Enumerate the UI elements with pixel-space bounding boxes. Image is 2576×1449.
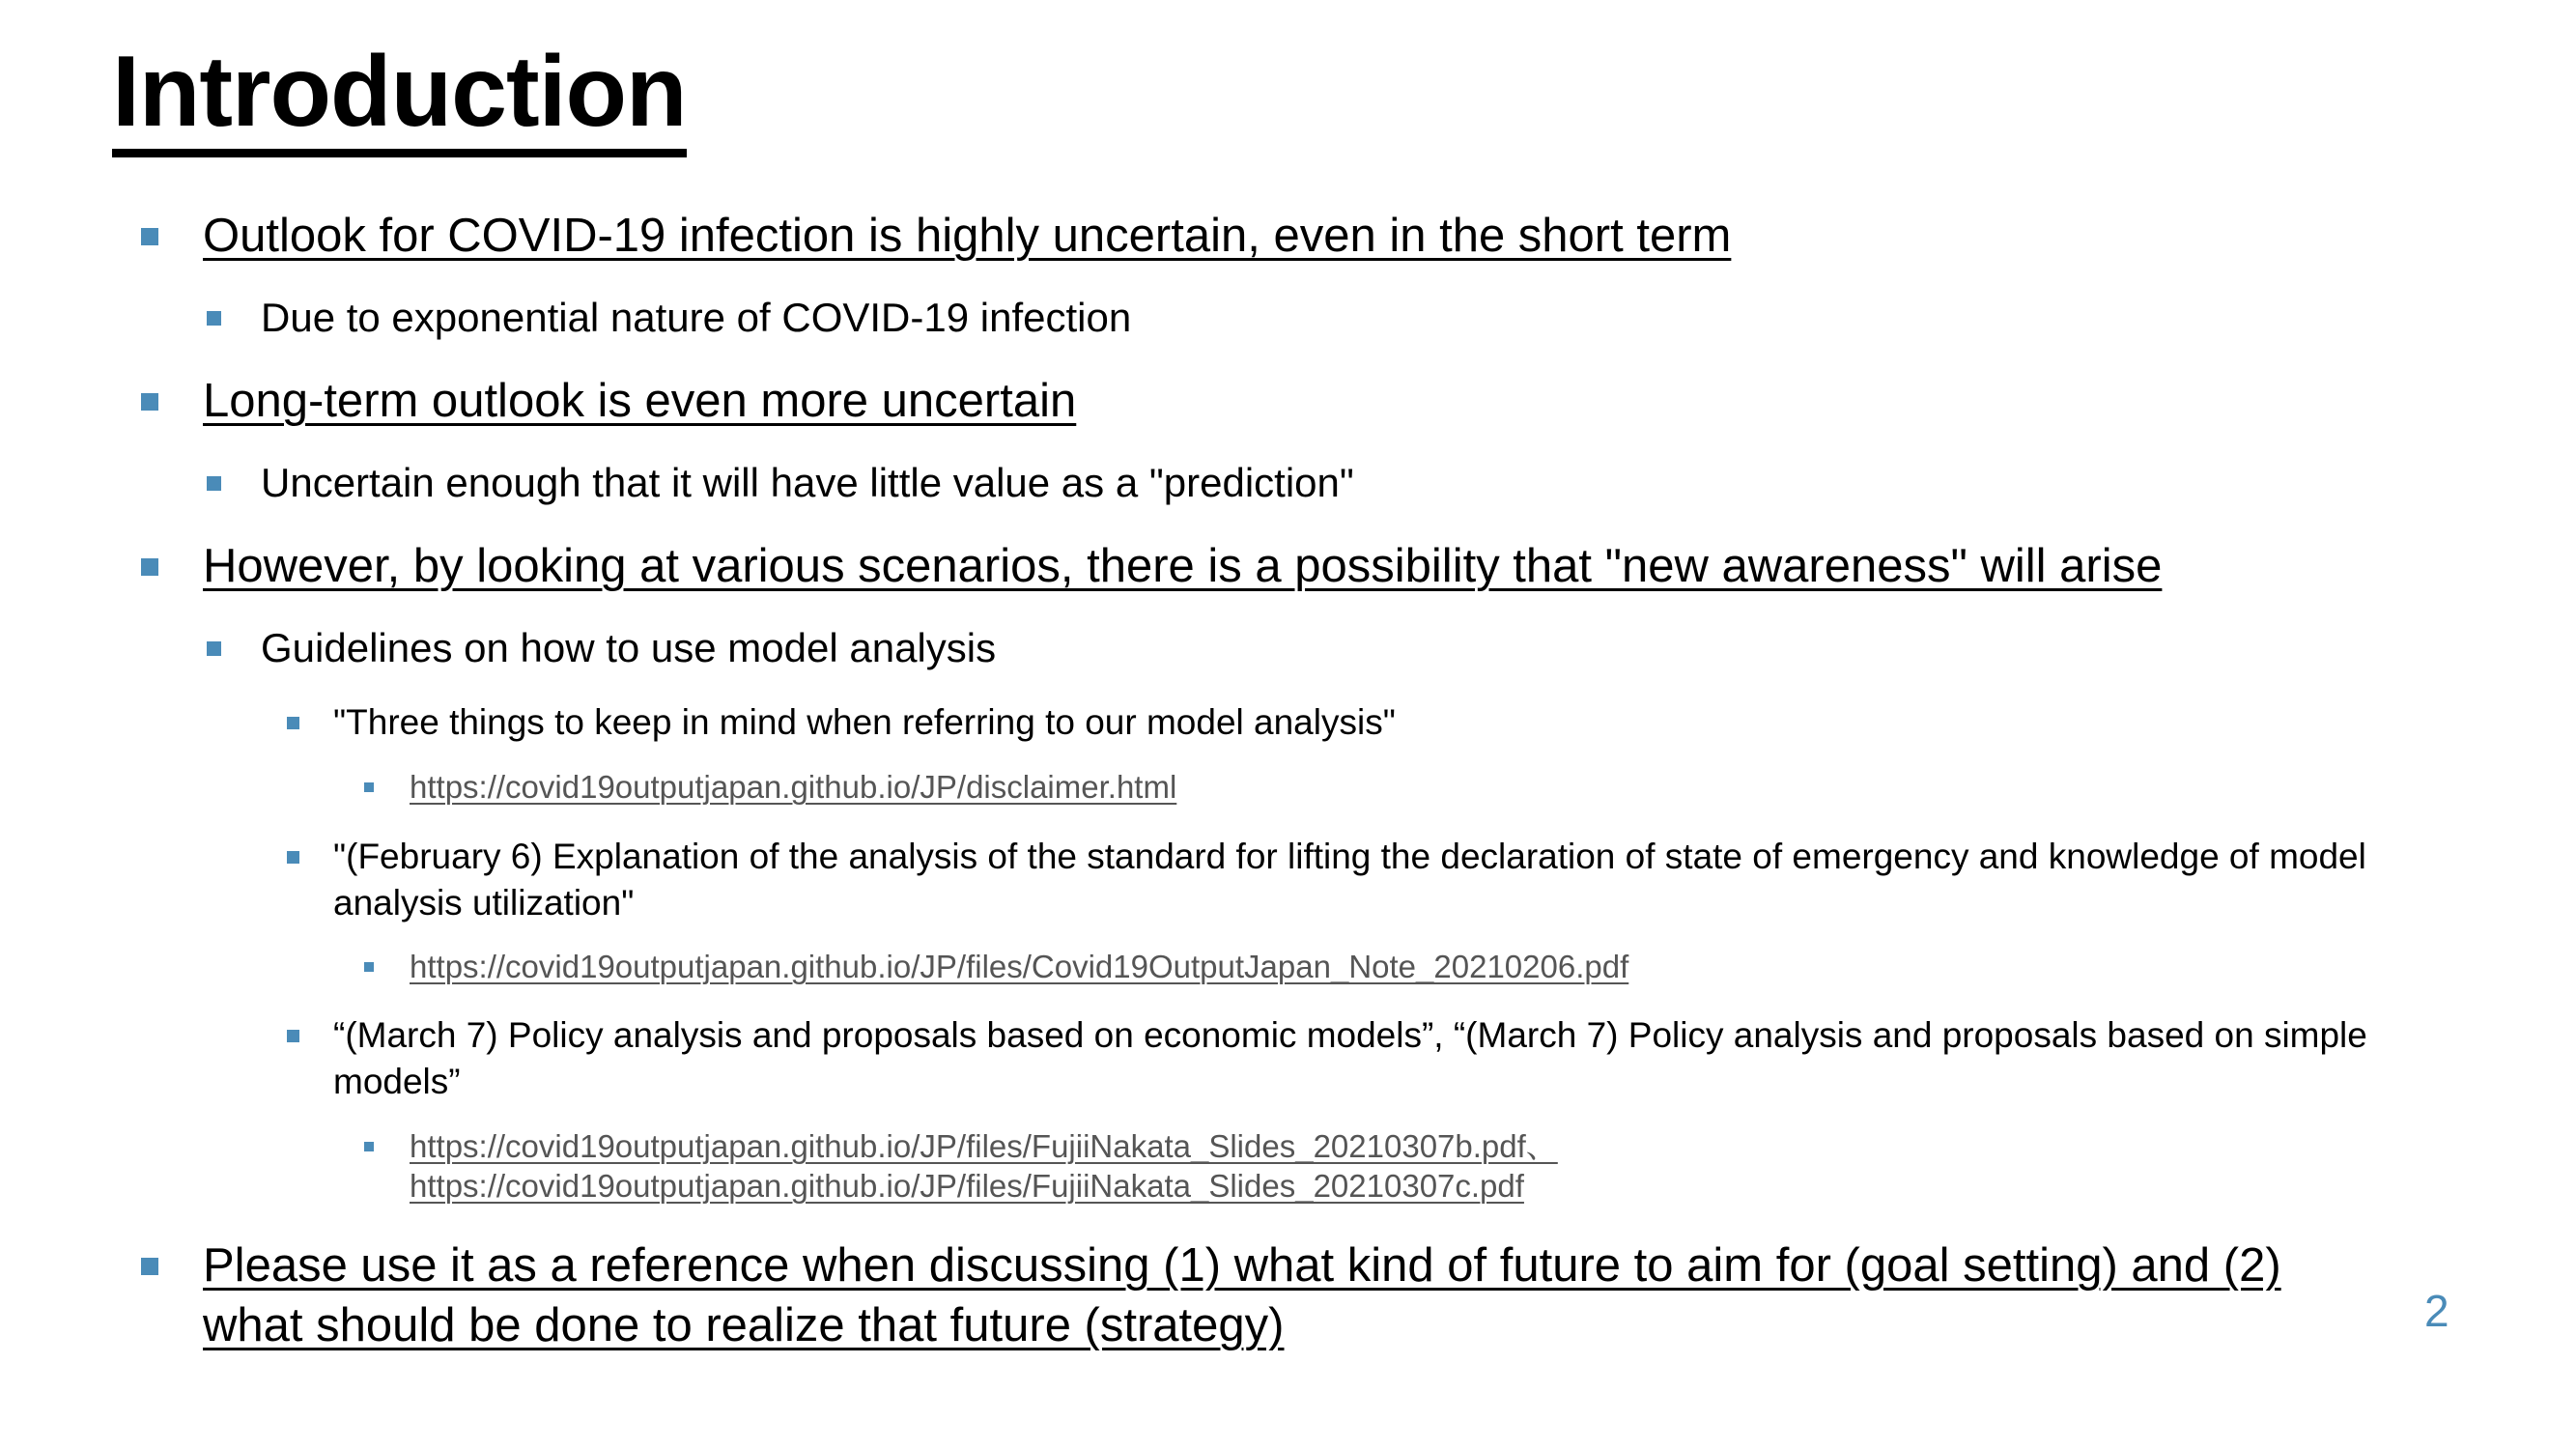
bullet-square-icon: [364, 1142, 374, 1151]
bullet-level2: Guidelines on how to use model analysis: [261, 625, 997, 670]
bullet-level2: Uncertain enough that it will have little value as a "prediction": [261, 460, 1354, 505]
reference-link[interactable]: https://covid19outputjapan.github.io/JP/files/FujiiNakata_Slides_20210307c.pdf: [410, 1168, 1524, 1204]
reference-link[interactable]: https://covid19outputjapan.github.io/JP/files/Covid19OutputJapan_Note_20210206.pdf: [410, 949, 1629, 984]
bullet-square-icon: [141, 558, 158, 576]
reference-link[interactable]: https://covid19outputjapan.github.io/JP/files/FujiiNakata_Slides_20210307b.pdf、: [410, 1128, 1558, 1164]
bullet-level3: “(March 7) Policy analysis and proposals based on economic models”, “(March 7) Policy analysis and proposals based on simple models”: [333, 1015, 2367, 1101]
bullet-level1-continued: what should be done to realize that future (strategy): [203, 1299, 1285, 1351]
bullet-level2: Due to exponential nature of COVID-19 infection: [261, 295, 1132, 340]
bullet-square-icon: [287, 851, 299, 864]
bullet-square-icon: [207, 476, 221, 491]
bullet-square-icon: [141, 228, 158, 245]
bullet-square-icon: [207, 641, 221, 656]
bullet-square-icon: [364, 782, 374, 792]
bullet-level1: Outlook for COVID-19 infection is highly uncertain, even in the short term: [203, 210, 1732, 262]
bullet-level1: Long-term outlook is even more uncertain: [203, 375, 1077, 427]
bullet-level1: Please use it as a reference when discussing (1) what kind of future to aim for (goal setting) and (2): [203, 1239, 2281, 1292]
bullet-level3: "(February 6) Explanation of the analysis of the standard for lifting the declaration of state of emergency and knowledge of model analysis utilization": [333, 837, 2366, 923]
bullet-square-icon: [364, 962, 374, 972]
bullet-square-icon: [207, 311, 221, 326]
bullet-square-icon: [141, 1258, 158, 1275]
bullet-level3: "Three things to keep in mind when referring to our model analysis": [333, 702, 1396, 742]
bullet-level1: However, by looking at various scenarios, there is a possibility that "new awareness" will arise: [203, 540, 2163, 592]
slide-title: Introduction: [112, 37, 687, 157]
reference-link[interactable]: https://covid19outputjapan.github.io/JP/disclaimer.html: [410, 769, 1177, 805]
page-number: 2: [2424, 1286, 2449, 1336]
bullet-square-icon: [287, 1030, 299, 1042]
bullet-square-icon: [287, 717, 299, 729]
bullet-square-icon: [141, 393, 158, 411]
